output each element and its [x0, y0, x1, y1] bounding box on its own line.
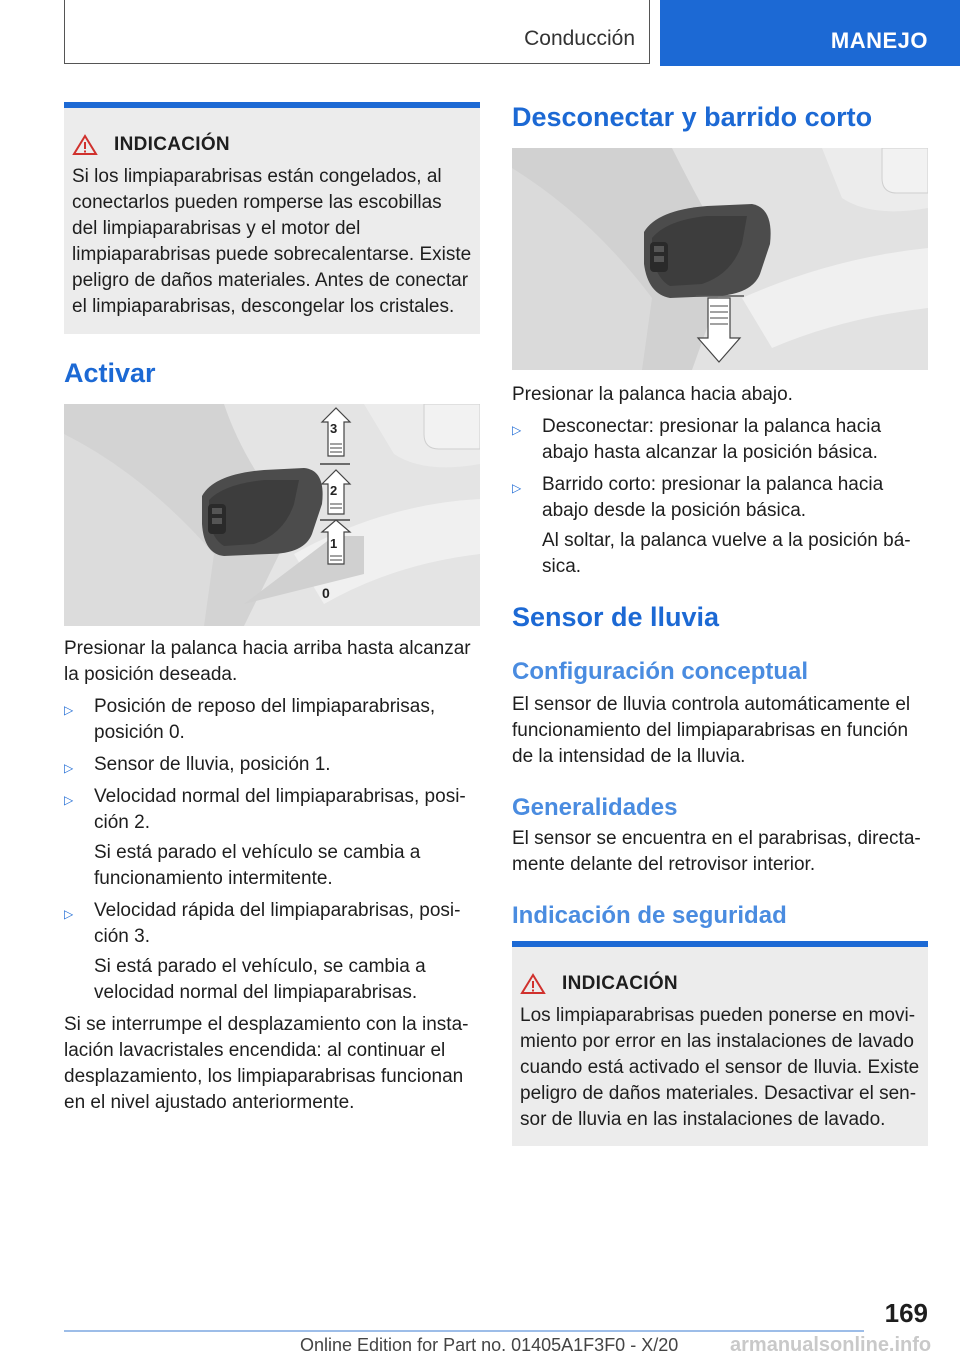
- configuracion-text: El sensor de lluvia controla automáticamente el funcionamiento del limpiaparabrisas en función de la intensidad de la lluvia.: [512, 694, 911, 767]
- bullet-triangle-icon: ▷: [64, 761, 74, 775]
- activar-intro: Presionar la palanca hacia arriba hasta alcanzar la posición deseada.: [64, 638, 471, 685]
- heading-activar: Activar: [64, 358, 156, 388]
- list-item: ▷ Desconectar: presionar la palanca hacia abajo hasta alcanzar la posición básica.: [512, 414, 928, 466]
- illustration-lever-up: [64, 404, 480, 626]
- heading-desconectar: Desconectar y barrido corto: [512, 102, 873, 132]
- note-label: INDICACIÓN: [562, 973, 678, 994]
- note-label: INDICACIÓN: [114, 134, 230, 155]
- warning-note-left: [64, 102, 480, 334]
- watermark: armanualsonline.info: [730, 1334, 932, 1356]
- heading-generalidades: Generalidades: [512, 794, 678, 821]
- header-chapter-label: MANEJO: [830, 28, 928, 53]
- bullet-subtext: Al soltar, la palanca vuelve a la posición básica.: [542, 530, 911, 577]
- warning-triangle-icon: [520, 973, 546, 995]
- bullet-triangle-icon: ▷: [64, 703, 74, 717]
- generalidades-text: El sensor se encuentra en el parabrisas, directamente delante del retrovisor interior.: [512, 828, 921, 875]
- header-section-box: [64, 0, 650, 64]
- bullet-subtext-3: Si está parado el vehículo, se cambia a velocidad normal del limpiaparabrisas.: [94, 956, 426, 1003]
- heading-configuracion: Configuración conceptual: [512, 658, 809, 685]
- list-item: ▷ Barrido corto: presionar la palanca hacia abajo desde la posición básica.: [512, 472, 928, 524]
- position-label-3: 3: [330, 421, 338, 436]
- note-text: Si los limpiaparabrisas están congelados, al conectarlos pueden romperse las escobillas del limpiaparabrisas y el motor del limpiaparabrisas puede sobrecalentarse. Existe peligro de daños materiales. Antes de conectar el limpiaparabrisas, descongelar los cristales.: [72, 166, 472, 317]
- list-item: ▷ Sensor de lluvia, posición 1.: [64, 752, 480, 781]
- list-item: ▷ Posición de reposo del limpiaparabrisas, posición 0.: [64, 694, 480, 746]
- note-text: Los limpiaparabrisas pueden ponerse en movimiento por error en las instalaciones de lavado cuando está activado el sensor de lluvia. Existe peligro de daños materiales. Desactivar el sensor de lluvia en las instalaciones de lavado.: [520, 1005, 920, 1130]
- activar-closing: Si se interrumpe el desplazamiento con la instalación lavacristales encendida: al continuar el desplazamiento, los limpiaparabrisas funcionan en el nivel ajustado anteriormente.: [64, 1014, 469, 1113]
- bullet-triangle-icon: ▷: [512, 423, 522, 437]
- page-number: 169: [884, 1298, 928, 1328]
- header-section-title: Conducción: [524, 27, 635, 50]
- heading-indicacion-seguridad: Indicación de seguridad: [512, 902, 787, 929]
- list-item: ▷ Velocidad normal del limpiaparabrisas, posición 2.: [64, 784, 480, 836]
- warning-note-right: [512, 941, 928, 1146]
- bullet-triangle-icon: ▷: [64, 793, 74, 807]
- bullet-triangle-icon: ▷: [64, 907, 74, 921]
- bullet-subtext-2: Si está parado el vehículo se cambia a funcionamiento intermitente.: [94, 842, 421, 889]
- position-label-2: 2: [330, 483, 338, 498]
- footer-edition: Online Edition for Part no. 01405A1F3F0 - X/20: [300, 1335, 679, 1355]
- position-label-1: 1: [330, 536, 338, 551]
- header-chapter-tab[interactable]: [660, 0, 960, 66]
- position-label-0: 0: [322, 585, 330, 601]
- footer-divider: [64, 1330, 864, 1332]
- heading-sensor-lluvia: Sensor de lluvia: [512, 602, 720, 632]
- warning-triangle-icon: [72, 134, 98, 156]
- illustration-lever-down: [512, 148, 928, 370]
- list-item: ▷ Velocidad rápida del limpiaparabrisas, posición 3.: [64, 898, 480, 950]
- bullet-triangle-icon: ▷: [512, 481, 522, 495]
- desconectar-intro: Presionar la palanca hacia abajo.: [512, 384, 793, 405]
